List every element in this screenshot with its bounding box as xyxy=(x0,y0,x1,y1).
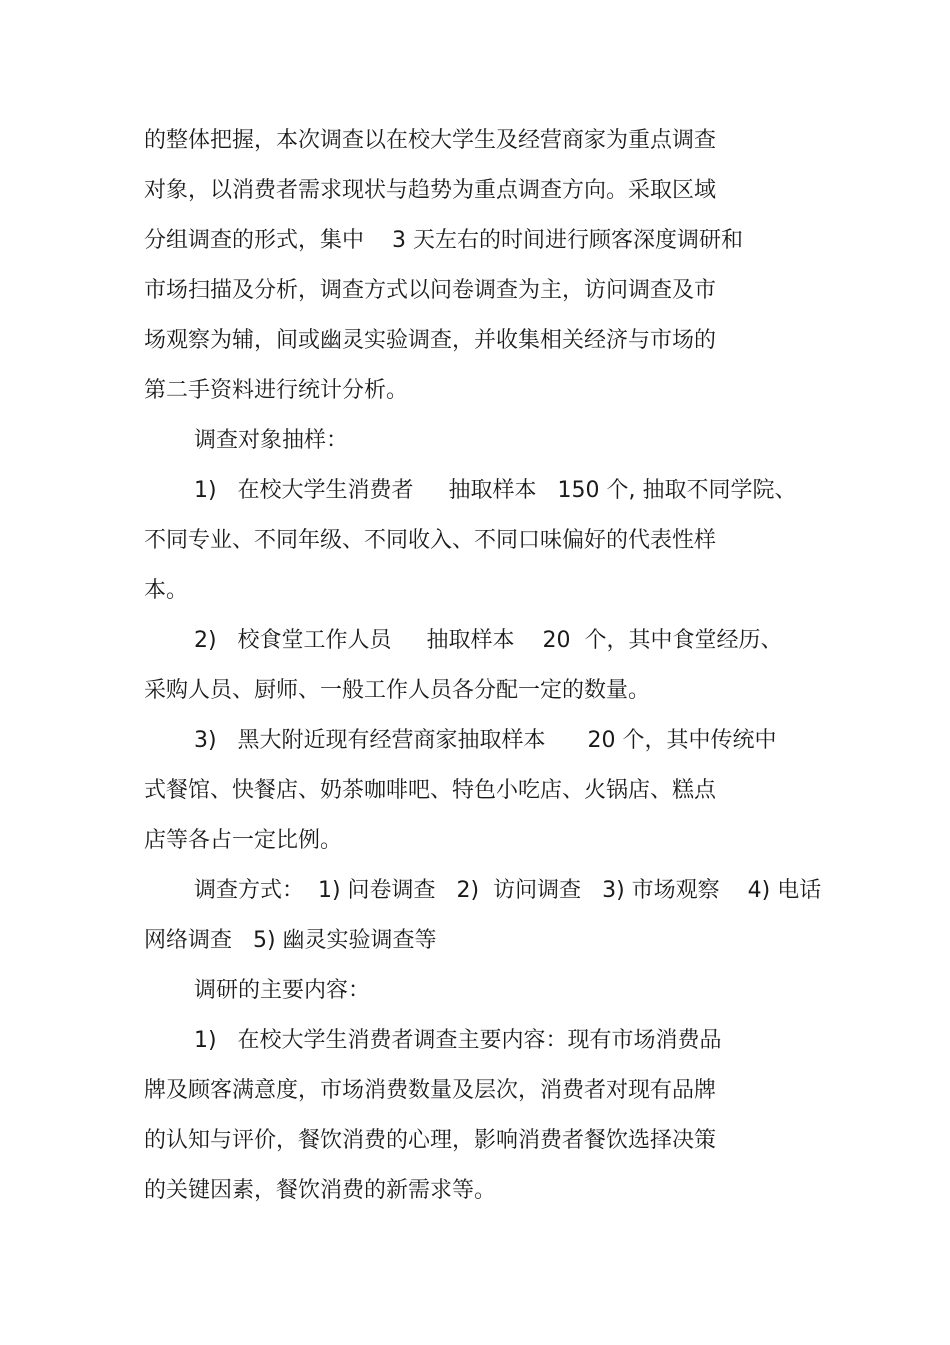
list-item-1: 1) 在校大学生消费者 抽取样本 150 个, 抽取不同学院、 xyxy=(194,478,797,503)
list-item-content-1: 1) 在校大学生消费者调查主要内容：现有市场消费品 xyxy=(194,1028,722,1053)
paragraph-line: 第二手资料进行统计分析。 xyxy=(144,378,409,403)
section-heading-content: 调研的主要内容： xyxy=(194,978,371,1003)
list-item-2: 2) 校食堂工作人员 抽取样本 20 个，其中食堂经历、 xyxy=(194,628,783,653)
paragraph-line: 的整体把握，本次调查以在校大学生及经营商家为重点调查 xyxy=(144,128,717,153)
paragraph-line: 对象，以消费者需求现状与趋势为重点调查方向。采取区域 xyxy=(144,178,717,203)
paragraph-line: 本。 xyxy=(144,578,189,603)
paragraph-line: 式餐馆、快餐店、奶茶咖啡吧、特色小吃店、火锅店、糕点 xyxy=(144,778,717,803)
paragraph-line: 的认知与评价，餐饮消费的心理，影响消费者餐饮选择决策 xyxy=(144,1128,717,1153)
section-heading-methods: 调查方式： 1) 问卷调查 2) 访问调查 3) 市场观察 4) 电话 xyxy=(194,878,822,903)
paragraph-line: 的关键因素，餐饮消费的新需求等。 xyxy=(144,1178,497,1203)
paragraph-line: 场观察为辅，间或幽灵实验调查，并收集相关经济与市场的 xyxy=(144,328,717,353)
section-heading-sampling: 调查对象抽样： xyxy=(194,428,349,453)
paragraph-line: 采购人员、厨师、一般工作人员各分配一定的数量。 xyxy=(144,678,651,703)
paragraph-line: 牌及顾客满意度，市场消费数量及层次，消费者对现有品牌 xyxy=(144,1078,717,1103)
paragraph-line: 店等各占一定比例。 xyxy=(144,828,343,853)
paragraph-line: 市场扫描及分析，调查方式以问卷调查为主，访问调查及市 xyxy=(144,278,717,303)
list-item-3: 3) 黑大附近现有经营商家抽取样本 20 个，其中传统中 xyxy=(194,728,777,753)
paragraph-line: 不同专业、不同年级、不同收入、不同口味偏好的代表性样 xyxy=(144,528,717,553)
paragraph-line: 分组调查的形式，集中 3 天左右的时间进行顾客深度调研和 xyxy=(144,228,743,253)
paragraph-line: 网络调查 5) 幽灵实验调查等 xyxy=(144,928,437,953)
